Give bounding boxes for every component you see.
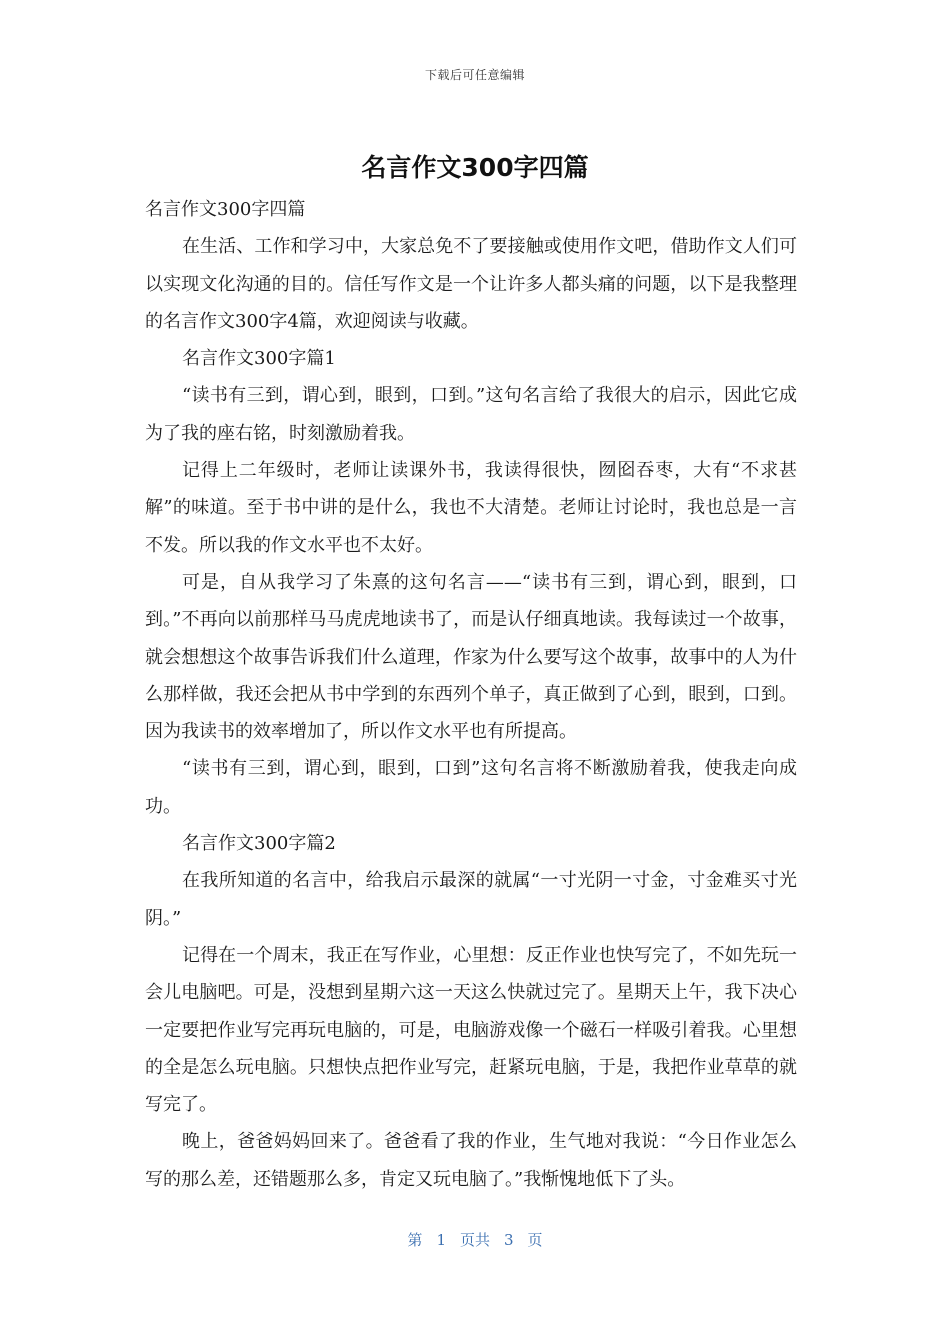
page-total-number: 3 bbox=[504, 1231, 514, 1249]
page-footer bbox=[0, 1229, 950, 1250]
section-heading: 名言作文300字篇1 bbox=[182, 348, 336, 370]
paragraph: 在生活、工作和学习中，大家总免不了要接触或使用作文吧，借助作文人们可以实现文化沟通的目的。信任写作文是一个让许多人都头痛的问题，以下是我整理的名言作文300字4篇，欢迎阅读与收藏。 bbox=[145, 236, 797, 332]
document-body bbox=[145, 191, 797, 1198]
paragraph: 名言作文300字四篇 bbox=[145, 199, 306, 220]
paragraph: 晚上，爸爸妈妈回来了。爸爸看了我的作业，生气地对我说：“今日作业怎么写的那么差，还错题那么多，肯定又玩电脑了。”我惭愧地低下了头。 bbox=[145, 1131, 797, 1190]
document-title: 名言作文300字四篇 bbox=[361, 153, 589, 182]
page-label-pre: 第 bbox=[407, 1231, 423, 1249]
page-header-note: 下载后可任意编辑 bbox=[424, 68, 525, 82]
page-current-number: 1 bbox=[436, 1231, 446, 1249]
paragraph: “读书有三到，谓心到，眼到，口到”这句名言将不断激励着我，使我走向成功。 bbox=[145, 758, 797, 817]
section-heading: 名言作文300字篇2 bbox=[182, 833, 336, 855]
paragraph: 记得上二年级时，老师让读课外书，我读得很快，囫囵吞枣，大有“不求甚解”的味道。至于书中讲的是什么，我也不大清楚。老师让讨论时，我也总是一言不发。所以我的作文水平也不太好。 bbox=[145, 460, 797, 556]
paragraph: 记得在一个周末，我正在写作业，心里想：反正作业也快写完了，不如先玩一会儿电脑吧。可是，没想到星期六这一天这么快就过完了。星期天上午，我下决心一定要把作业写完再玩电脑的，可是，电脑游戏像一个磁石一样吸引着我。心里想的全是怎么玩电脑。只想快点把作业写完，赶紧玩电脑，于是，我把作业草草的就写完了。 bbox=[145, 944, 797, 1116]
paragraph: 在我所知道的名言中，给我启示最深的就属“一寸光阴一寸金，寸金难买寸光阴。” bbox=[145, 870, 797, 929]
paragraph: 可是，自从我学习了朱熹的这句名言——“读书有三到，谓心到，眼到，口到。”不再向以前那样马马虎虎地读书了，而是认仔细真地读。我每读过一个故事，就会想想这个故事告诉我们什么道理，作家为什么要写这个故事，故事中的人为什么那样做，我还会把从书中学到的东西列个单子，真正做到了心到，眼到，口到。因为我读书的效率增加了，所以作文水平也有所提高。 bbox=[145, 571, 797, 743]
paragraph: “读书有三到，谓心到，眼到，口到。”这句名言给了我很大的启示，因此它成为了我的座右铭，时刻激励着我。 bbox=[145, 385, 797, 444]
page-label-post: 页 bbox=[527, 1231, 543, 1249]
page-label-mid: 页共 bbox=[459, 1231, 490, 1249]
